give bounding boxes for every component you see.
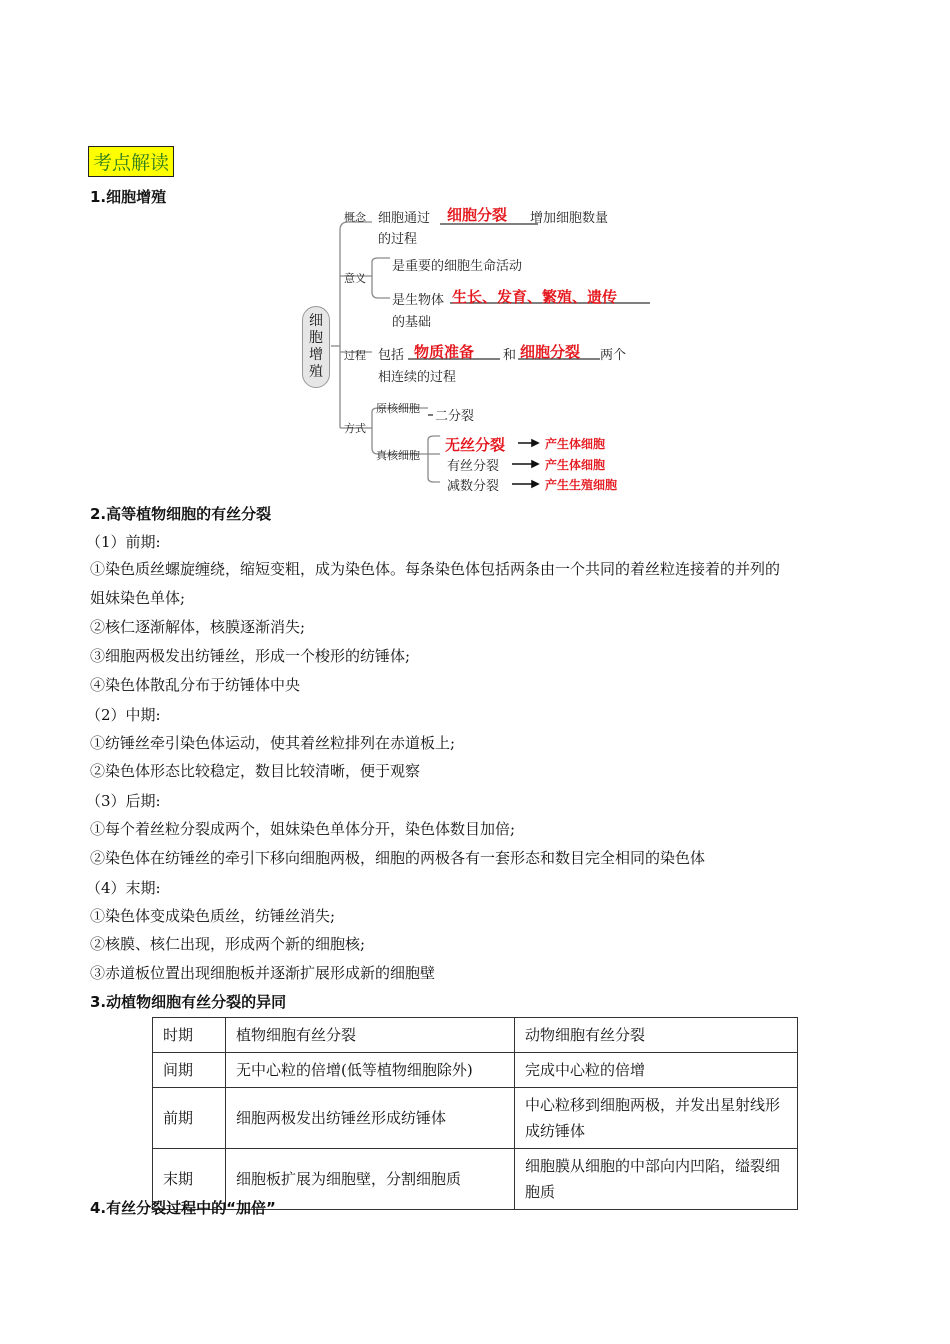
process-mid: 和 (503, 348, 517, 363)
mode-result1: 产生体细胞 (545, 437, 606, 451)
metaphase-title: （2）中期: (86, 706, 161, 724)
mode-result2: 产生体细胞 (545, 458, 606, 472)
mode-mitosis: 有丝分裂 (447, 459, 500, 474)
telophase-2: ②核膜、核仁出现，形成两个新的细胞核; (90, 935, 366, 953)
process-label: 过程 (344, 349, 366, 362)
mode-eukaryote: 真核细胞 (376, 449, 420, 462)
table-cell: 末期 (153, 1149, 226, 1210)
telophase-3: ③赤道板位置出现细胞板并逐渐扩展形成新的细胞壁 (90, 964, 436, 982)
mode-binary: 二分裂 (435, 409, 475, 424)
prophase-2: ②核仁逐渐解体，核膜逐渐消失; (90, 618, 306, 636)
prophase-1: ①染色质丝螺旋缠绕，缩短变粗，成为染色体。每条染色体包括两条由一个共同的着丝粒连接着的并列的 (90, 560, 781, 578)
section4-heading: 4.有丝分裂过程中的“加倍” (90, 1199, 276, 1217)
prophase-1b: 姐妹染色单体; (90, 589, 186, 607)
table-cell: 细胞板扩展为细胞壁，分割细胞质 (226, 1149, 515, 1210)
section-badge: 考点解读 (88, 146, 174, 177)
telophase-title: （4）末期: (86, 879, 161, 897)
concept-line2: 的过程 (378, 232, 418, 247)
meaning-pre: 是生物体 (392, 293, 445, 308)
table-cell: 间期 (153, 1053, 226, 1088)
anaphase-2: ②染色体在纺锤丝的牵引下移向细胞两极，细胞的两极各有一套形态和数目完全相同的染色体 (90, 849, 706, 867)
prophase-4: ④染色体散乱分布于纺锤体中央 (90, 676, 301, 694)
anaphase-1: ①每个着丝粒分裂成两个，姐妹染色单体分开，染色体数目加倍; (90, 820, 516, 838)
mode-prokaryote: 原核细胞 (376, 402, 420, 415)
concept-post: 增加细胞数量 (530, 211, 609, 226)
concept-label: 概念 (344, 211, 366, 224)
table-cell: 中心粒移到细胞两极，并发出星射线形成纺锤体 (515, 1088, 798, 1149)
concept-pre: 细胞通过 (378, 211, 431, 226)
section1-heading: 1.细胞增殖 (90, 188, 167, 206)
section2-heading: 2.高等植物细胞的有丝分裂 (90, 505, 272, 523)
prophase-title: （1）前期: (86, 533, 161, 551)
meaning-line1: 是重要的细胞生命活动 (392, 259, 523, 274)
process-line2: 相连续的过程 (378, 370, 457, 385)
concept-key: 细胞分裂 (447, 206, 508, 224)
metaphase-2: ②染色体形态比较稳定，数目比较清晰，便于观察 (90, 762, 421, 780)
mode-meiosis: 减数分裂 (447, 479, 500, 494)
table-header-cell: 植物细胞有丝分裂 (226, 1018, 515, 1053)
process-key1: 物质准备 (414, 343, 475, 361)
mode-amitosis: 无丝分裂 (445, 436, 506, 454)
table-header-row (153, 1018, 798, 1053)
mode-label: 方式 (344, 422, 366, 435)
meaning-line3: 的基础 (392, 315, 432, 330)
meaning-label: 意义 (344, 272, 366, 285)
prophase-3: ③细胞两极发出纺锤丝，形成一个梭形的纺锤体; (90, 647, 411, 665)
comparison-table (152, 1017, 798, 1210)
table-cell: 细胞两极发出纺锤丝形成纺锤体 (226, 1088, 515, 1149)
anaphase-title: （3）后期: (86, 792, 161, 810)
table-header-cell: 时期 (153, 1018, 226, 1053)
metaphase-1: ①纺锤丝牵引染色体运动，使其着丝粒排列在赤道板上; (90, 734, 456, 752)
process-post: 两个 (600, 348, 627, 363)
meaning-key: 生长、发育、繁殖、遗传 (452, 288, 618, 306)
table-cell: 细胞膜从细胞的中部向内凹陷，缢裂细胞质 (515, 1149, 798, 1210)
table-header-cell: 动物细胞有丝分裂 (515, 1018, 798, 1053)
table-cell: 完成中心粒的倍增 (515, 1053, 798, 1088)
section3-heading: 3.动植物细胞有丝分裂的异同 (90, 993, 287, 1011)
mindmap-root: 细胞增殖 (302, 306, 330, 388)
table-cell: 无中心粒的倍增(低等植物细胞除外) (226, 1053, 515, 1088)
table-row (153, 1053, 798, 1088)
process-key2: 细胞分裂 (520, 343, 581, 361)
table-row (153, 1088, 798, 1149)
mode-result3: 产生生殖细胞 (545, 478, 618, 492)
telophase-1: ①染色体变成染色质丝，纺锤丝消失; (90, 907, 336, 925)
table-cell: 前期 (153, 1088, 226, 1149)
process-pre: 包括 (378, 348, 405, 363)
